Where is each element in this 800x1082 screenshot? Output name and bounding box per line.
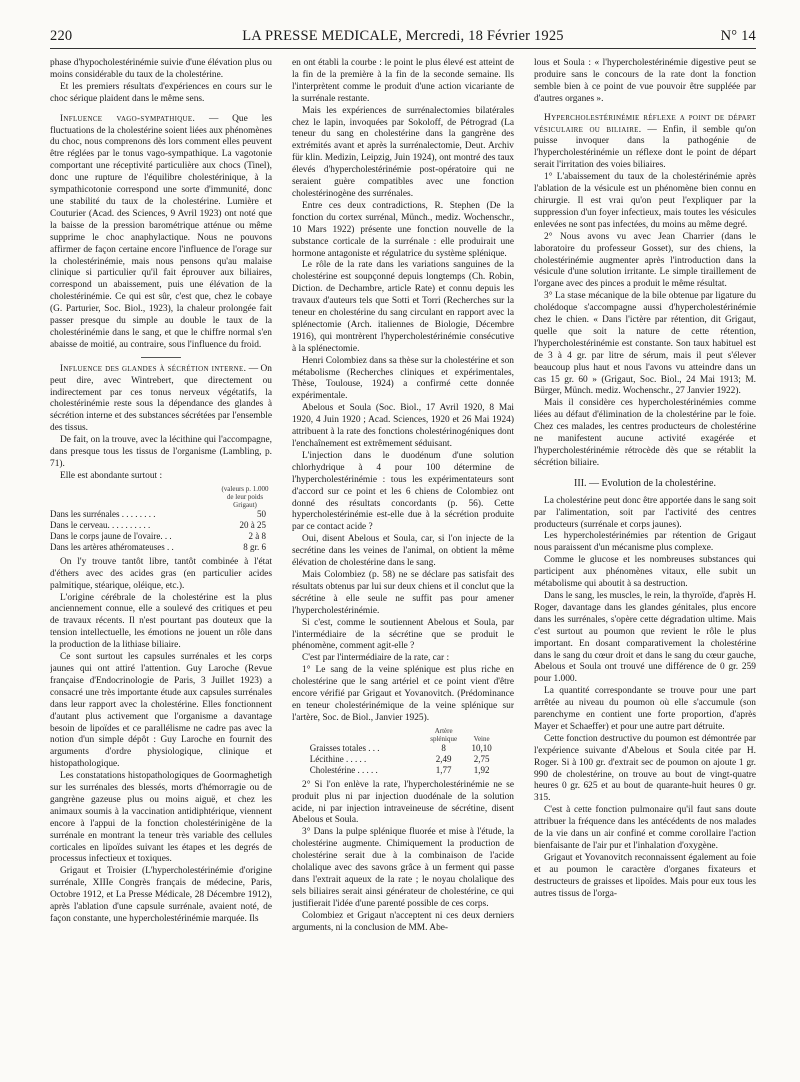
- column-2: [292, 58, 514, 1070]
- issue-number: N° 14: [720, 28, 756, 44]
- table-cell-label: Dans les artères athéromateuses . .: [50, 541, 174, 552]
- paragraph: L'origine cérébrale de la cholestérine est la plus anciennement connue, elle a soulevé des critiques et peu de travaux récents. Il n'est pourtant pas douteux que la tension intellectuelle, les émotions ne jouent un rôle dans la production de la lithiase biliaire.: [50, 592, 272, 651]
- paragraph: La quantité correspondante se trouve pour une part arrêtée au niveau du poumon où elle s'accumule (son parenchyme en contient une forte proportion, d'après Mayer et Schaeffer) et pour une autre part détruite.: [534, 686, 756, 732]
- paragraph: De fait, on la trouve, avec la lécithine qui l'accompagne, dans presque tous les tissus de l'organisme (Lambling, p. 71).: [50, 435, 272, 469]
- paragraph: Dans le sang, les muscles, le rein, la thyroïde, d'après H. Roger, davantage dans les glandes génitales, plus encore dans les surrénales, s'opère cette dégradation ultime. Mais c'est surtout au poumon que revient le rôle le plus important. En dosant comparativement la cholestérine dans le sang du cœur droit et dans le sang du cœur gauche, Abelous et Soula ont trouvé une différence de 0 gr. 259 pour 1.000.: [534, 590, 756, 685]
- subsection-reflexe: [534, 113, 756, 173]
- table-cell-value: 2,75: [473, 753, 490, 764]
- table-cell-value: 2,49: [435, 753, 452, 764]
- table-cell-label: Lécithine . . . . .: [309, 753, 367, 764]
- table-header: (valeurs p. 1.000 de leur poids Grigaut): [221, 484, 269, 509]
- subsection-vago-sympathique: [50, 114, 272, 352]
- subsection-title: Hypercholestérinémie réflexe a point de départ vésiculaire ou biliaire.: [534, 112, 756, 135]
- table-cell-value: 1,92: [473, 764, 490, 775]
- paragraph: Oui, disent Abelous et Soula, car, si l'on injecte de la secrétine dans les veines de l'animal, on obtient la même élévation de cholestérine dans le sang.: [292, 534, 514, 569]
- table-cell-value: 2 à 8: [248, 530, 266, 541]
- paragraph: L'injection dans le duodénum d'une solution chlorhydrique à 4 pour 100 détermine de l'hypercholestérinémie : tous les expérimentateurs sont d'accord sur ce point et les 6 chiens de Colombiez ont donné des résultats concordants (p. 56). Cette hypercholestérinémie est-elle due à la sécrétion produite par ce contact acide ?: [292, 450, 514, 533]
- paragraph: On l'y trouve tantôt libre, tantôt combinée à l'état d'éthers avec des acides gras (en particulier acides palmitique, stéarique, oléique, etc.).: [50, 556, 272, 591]
- page-number: 220: [50, 28, 73, 44]
- paragraph: C'est par l'intermédiaire de la rate, car :: [302, 653, 450, 664]
- subsection-title: Influence vago-sympathique.: [60, 113, 196, 124]
- paragraph: Le rôle de la rate dans les variations sanguines de la cholestérine est soupçonné depuis longtemps (Ch. Robin, Diction. de Dechambre, article Rate) et connu depuis les travaux d'auteurs tels que Sotti et Torri (Recherches sur la teneur en cholestérine du sang circulant en rapport avec la splénectomie (Arch. italiennes de Biologie, Décembre 1916), qui montrèrent l'hypercholestérinémie consécutive à la splénectomie.: [292, 260, 514, 354]
- column-1: [50, 58, 272, 1070]
- subsection-text: — Que les fluctuations de la cholestérine soient liées aux phénomènes du choc, nous comprenons dès lors comment elles peuvent être réglées par le tonus vago-sympathique. La vagotonie comportant une réceptivité particulière aux chocs (Tinel), donc une rupture de l'équilibre cholestérinique, à la sympathicotonie correspond une sorte d'immunité, donc une stabilité du taux de la cholestérine. Lumière et Couturier (Acad. des Sciences, 9 Avril 1923) ont noté que la baisse de la pression barométrique atténue ou même supprime le choc anaphylactique. Nous ne pouvons affirmer de façon certaine encore l'influence de l'orage sur la cholestérinémie, mais nous pensons qu'au malaise clinique si particulier qu'il fait éprouver aux biliaires, correspond un abaissement, puis une élévation de la cholestérinémie. Ce qui est sûr, c'est que, chez le cobaye (G. Parturier, Soc. Biol., 1923), la chaleur prolongée fait passer presque du simple au double le taux de la cholestérinémie dans le sang, et que le chiffre normal s'en abaisse de moitié, au contraire, sous l'influence du froid.: [50, 113, 272, 350]
- paragraph: Henri Colombiez dans sa thèse sur la cholestérine et son métabolisme (Recherches cliniques et expérimentales, Thèse, Toulouse, 1924) a confirmé cette donnée expérimentale.: [292, 355, 514, 402]
- paragraph: Les hypercholestérinémies par rétention de Grigaut nous paraissent d'un mécanisme plus complexe.: [534, 531, 756, 554]
- paragraph: 3° Dans la pulpe splénique fluorée et mise à l'étude, la cholestérine augmente. Chimiquement la production de cholestérine serait due à la combinaison de l'acide cholalique avec des savons grâce à un ferment qui passe dans l'extrait aqueux de la rate ; le noyau cholalique des sels biliaires serait ainsi générateur de cholestérine, ce qui justifierait l'idée d'une parenté possible de ces corps.: [292, 827, 514, 909]
- paragraph: Elle est abondante surtout :: [60, 470, 163, 481]
- table-header: Artère splénique: [430, 726, 458, 743]
- table-cell-value: 8: [441, 742, 446, 753]
- paragraph: phase d'hypocholestérinémie suivie d'une élévation plus ou moins considérable du taux de la cholestérine.: [50, 58, 272, 80]
- column-3: [534, 58, 756, 1070]
- paragraph: Les constatations histopathologiques de Goormaghetigh sur les surrénales des blessés, morts d'hémorragie ou de gangrène gazeuse plus ou moins aiguë, et chez les animaux soumis à la vaccination antidiphtérique, viennent encore à l'appui de la fonction cholestérinigène de la surrénale en montrant la teneur très variable des cellules corticales en lipoïdes suivant les étapes et les degrés de processus infectieux et toxiques.: [50, 771, 272, 865]
- paragraph: Colombiez et Grigaut n'acceptent ni ces deux derniers arguments, ni la conclusion de MM. Abe-: [292, 910, 514, 933]
- paragraph: C'est à cette fonction pulmonaire qu'il faut sans doute attribuer la fréquence dans les antécédents de nos malades de la vie dans un air confiné et comme corollaire l'action bienfaisante de l'air pur et l'inhalation d'oxygène.: [534, 805, 756, 851]
- subsection-glandes: [50, 364, 272, 435]
- newspaper-page: [50, 26, 756, 1072]
- paragraph: Abelous et Soula (Soc. Biol., 17 Avril 1920, 8 Mai 1920, 4 Juin 1920 ; Acad. Sciences, 1920 et 26 Mai 1924) attribuent à la rate des fonctions cholestérinogéniques dont l'enchaînement est extrêmement séduisant.: [292, 403, 514, 449]
- article-columns: [50, 58, 756, 1070]
- table-row: [50, 509, 272, 520]
- paragraph: Comme le glucose et les nombreuses substances qui participent aux phénomènes vitaux, elle subit un métabolisme qui aboutit à sa destruction.: [534, 555, 756, 590]
- table-row: [310, 754, 501, 765]
- table-cell-value: 8 gr. 6: [243, 541, 266, 552]
- table-cell-label: Dans les surrénales . . . . . . . .: [50, 508, 156, 519]
- subsection-text: — Enfin, il semble qu'on puisse invoquer dans la pathogénie de l'hypercholestérinémie un réflexe dont le point de départ serait l'irritation des voies biliaires.: [534, 124, 756, 171]
- paragraph: 2° Nous avons vu avec Jean Charrier (dans le laboratoire du professeur Gosset), sur des chiens, la cholestérinémie augmenter après l'introduction dans la vésicule d'une solution irritante. Le simple tiraillement de l'organe avec des pinces a produit le même résultat.: [534, 231, 756, 290]
- table-cell-label: Graisses totales . . .: [309, 742, 380, 753]
- paragraph: Entre ces deux contradictions, R. Stephen (De la fonction du cortex surrénal, Münch., mediz. Wochenschr., 10 Mars 1922) présente une fonction nouvelle de la substance corticale de la surrénale : elle produirait une hormone antagoniste et régulatrice du système splénique.: [292, 200, 514, 259]
- table-header: Veine: [473, 734, 490, 743]
- table-row: [310, 765, 501, 776]
- table-row: [50, 531, 272, 542]
- paragraph: lous et Soula : « l'hypercholestérinémie digestive peut se produire sans le concours de la rate dont la fonction semble bien à ce point de vue pouvoir être suppléée par d'autres organes ».: [534, 58, 756, 104]
- section-title: III. — Evolution de la cholestérine.: [574, 477, 716, 489]
- paragraph: Cette fonction destructive du poumon est démontrée par l'expérience suivante d'Abelous et Soula citée par H. Roger. Si à 100 gr. d'extrait sec de poumon on ajoute 1 gr. 990 de cholestérine, on trouve au bout de vingt-quatre heures 0 gr. 625 et au bout de quarante-huit heures 0 gr. 315.: [534, 733, 756, 804]
- table-cell-value: 10,10: [471, 742, 492, 753]
- paragraph: en ont établi la courbe : le point le plus élevé est atteint de la fin de la première à la fin de la seconde semaine. Ils l'interprètent comme le produit d'une action vicariante de la surrénale restante.: [292, 58, 514, 104]
- splenic-comparison-table: [310, 727, 501, 776]
- journal-title: LA PRESSE MEDICALE, Mercredi, 18 Février 1925: [242, 28, 564, 44]
- tissue-cholesterol-table: [50, 485, 272, 553]
- paragraph: Mais il considère ces hypercholestérinémies comme liées au défaut d'élimination de la cholestérine par le foie. Chez ces malades, les centres producteurs de cholestérine ne manifestent aucune activité exagérée et l'hypercholestérinémie rétrocède dès que se rétablit la sécrétion biliaire.: [534, 398, 756, 468]
- table-cell-label: Dans le corps jaune de l'ovaire. . .: [50, 530, 172, 541]
- page-header: [50, 26, 756, 49]
- table-cell-value: 20 à 25: [239, 519, 266, 530]
- paragraph: 3° La stase mécanique de la bile obtenue par ligature du cholédoque s'accompagne aussi d'hypercholestérinémie chez le chien. « Dans l'ictère par rétention, dit Grigaut, quelle que soit la nature de cette rétention, l'hypercholestérinémie est constante. Son taux habituel est de 3 à 4 gr. par litre de sérum, mais il peut s'élever beaucoup plus haut et nous l'avons vu atteindre dans un cas 15 gr. 60 » (Grigaut, Soc. Biol., 24 Mai 1913; M. Bürger, Münch. mediz. Wochenschr., 27 Janvier 1922).: [534, 291, 756, 397]
- paragraph: Grigaut et Yovanovitch reconnaissent également au foie et au poumon le caractère d'organes fixateurs et destructeurs de graisses et lipoïdes. Mais pour eux tous les autres tissus de l'orga-: [534, 852, 756, 899]
- separator: [141, 357, 181, 358]
- paragraph: 1° L'abaissement du taux de la cholestérinémie après l'ablation de la vésicule est un phénomène bien connu en chirurgie. Il est vrai qu'on peut l'expliquer par la suppression d'un foyer infectieux, mais toutes les vésicules enlevées ne sont pas infectées, du moins au même degré.: [534, 172, 756, 230]
- table-row: [50, 520, 272, 531]
- paragraph: Et les premiers résultats d'expériences en cours sur le choc sérique plaident dans le même sens.: [50, 81, 272, 104]
- table-cell-label: Dans le cerveau. . . . . . . . . .: [50, 519, 151, 530]
- paragraph: 2° Si l'on enlève la rate, l'hypercholestérinémie ne se produit plus ni par injection duodénale de la solution acide, ni par injection intraveineuse de sécrétine, disent Abelous et Soula.: [292, 779, 514, 826]
- paragraph: 1° Le sang de la veine splénique est plus riche en cholestérine que le sang artériel et ce point vient d'être encore vérifié par Grigaut et Yovanovitch. (Prédominance en teneur cholestérinémique de la veine splénique sur l'artère, Soc. de Biol., Janvier 1925).: [292, 665, 514, 723]
- table-row: [50, 542, 272, 553]
- paragraph: Grigaut et Troisier (L'hypercholestérinémie d'origine surrénale, XIIIe Congrès français de médecine, Paris, Octobre 1912, et La Presse Médicale, 28 Décembre 1912), après l'ablation d'une capsule surrénale, avaient noté, de façon constante, une hypercholestérinémie marquée. Ils: [50, 866, 272, 924]
- paragraph: Mais Colombiez (p. 58) ne se déclare pas satisfait des résultats obtenus par lui sur deux chiens et il conclut que la sécrétine à elle seule ne suffit pas pour amener l'hypercholestérinémie.: [292, 569, 514, 616]
- subsection-title: Influence des glandes à sécrétion interne.: [60, 363, 247, 374]
- paragraph: Mais les expériences de surrénalectomies bilatérales chez le lapin, invoquées par Sokoloff, de Pétrograd (La teneur du sang en cholestérine dans la gangrène des extrémités avant et après la surrénalectomie, Deut. Archiv für klin. Medizin, Leipzig, Juin 1924), ont montré des taux élevés d'hypercholestérinémie post-opératoire qui ne seraient guère compatibles avec une fonction cholestérinogène des surrénales.: [292, 105, 514, 199]
- table-cell-label: Cholestérine . . . . .: [309, 764, 378, 775]
- table-cell-value: 1,77: [435, 764, 452, 775]
- paragraph: Ce sont surtout les capsules surrénales et les corps jaunes qui ont attiré l'attention. Guy Laroche (Revue française d'Endocrinologie de Paris, 3 Juillet 1923) a consacré une très importante étude aux capsules surrénales dans leur rapport avec la cholestérine. Elles fonctionnent d'autant plus activement que l'organisme a davantage besoin de lipoïdes et ce parallélisme ne cadre pas avec la notion d'un simple dépôt : Guy Laroche en fournit des arguments d'ordre physiologique, clinique et histopathologique.: [50, 652, 272, 770]
- paragraph: Si c'est, comme le soutiennent Abelous et Soula, par l'intermédiaire de la sécrétine que se produit le phénomène, comment agit-elle ?: [292, 617, 514, 652]
- subsection-text: — On peut dire, avec Wintrebert, que directement ou indirectement par ces tonus nerveux végétatifs, la cholestérinémie reste sous la dépendance des glandes à sécrétion interne et des substances sécrétées par l'ensemble des tissus.: [50, 363, 272, 434]
- table-cell-value: 50: [257, 508, 266, 519]
- paragraph: La cholestérine peut donc être apportée dans le sang soit par l'alimentation, soit par l'activité des centres producteurs (surrénale et corps jaunes).: [534, 495, 756, 530]
- table-row: [310, 743, 501, 754]
